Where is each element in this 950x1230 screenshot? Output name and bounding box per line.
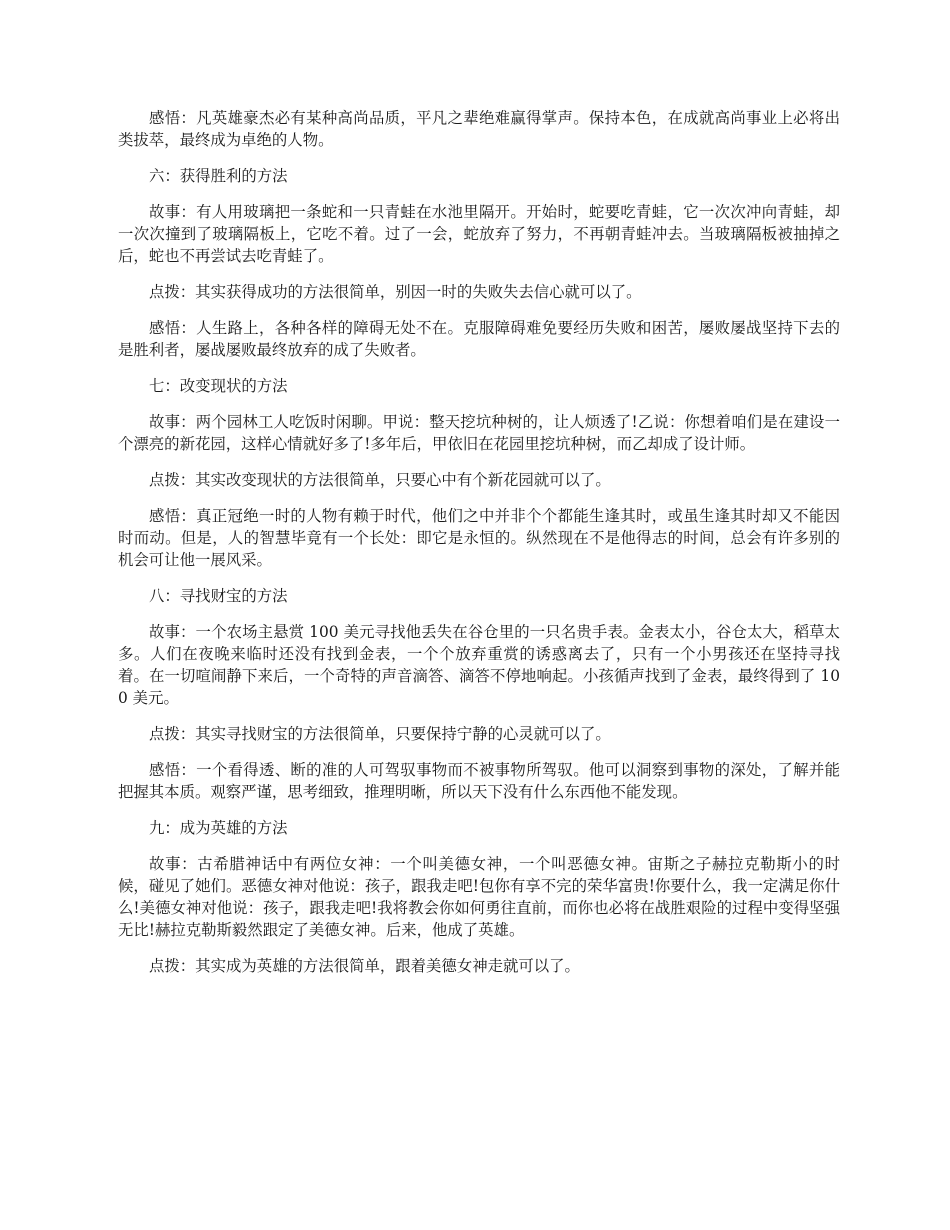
paragraph-pointer: 点拨：其实寻找财宝的方法很简单，只要保持宁静的心灵就可以了。: [149, 725, 611, 743]
paragraph-insight: 感悟：人生路上，各种各样的障碍无处不在。克服障碍难免要经历失败和困苦，屡败屡战坚持下去的是胜利者，屡战屡败最终放弃的成了失败者。: [118, 319, 840, 359]
paragraph-story: 故事：有人用玻璃把一条蛇和一只青蛙在水池里隔开。开始时，蛇要吃青蛙，它一次次冲向青蛙，却一次次撞到了玻璃隔板上，它吃不着。过了一会，蛇放弃了努力，不再朝青蛙冲去。当玻璃隔板被抽掉之后，蛇也不再尝试去吃青蛙了。: [118, 203, 840, 265]
paragraph-pointer: 点拨：其实成为英雄的方法很简单，跟着美德女神走就可以了。: [149, 957, 580, 975]
paragraph-story: 故事：两个园林工人吃饭时闲聊。甲说：整天挖坑种树的，让人烦透了!乙说：你想着咱们是在建设一个漂亮的新花园，这样心情就好多了!多年后，甲依旧在花园里挖坑种树，而乙却成了设计师。: [118, 413, 840, 453]
section-heading-7: 七：改变现状的方法: [149, 377, 288, 395]
section-heading-8: 八：寻找财宝的方法: [149, 587, 288, 605]
document-body: [118, 107, 840, 991]
section-heading-9: 九：成为英雄的方法: [149, 819, 288, 837]
paragraph-insight: 感悟：真正冠绝一时的人物有赖于时代，他们之中并非个个都能生逢其时，或虽生逢其时却又不能因时而动。但是，人的智慧毕竟有一个长处：即它是永恒的。纵然现在不是他得志的时间，总会有许多别的机会可让他一展风采。: [118, 507, 840, 569]
paragraph-pointer: 点拨：其实改变现状的方法很简单，只要心中有个新花园就可以了。: [149, 471, 611, 489]
paragraph-story: 故事：一个农场主悬赏 100 美元寻找他丢失在谷仓里的一只名贵手表。金表太小，谷仓太大，稻草太多。人们在夜晚来临时还没有找到金表，一个个放弃重赏的诱惑离去了，只有一个小男孩还在坚持寻找着。在一切喧闹静下来后，一个奇特的声音滴答、滴答不停地响起。小孩循声找到了金表，最终得到了 100 美元。: [118, 623, 840, 707]
paragraph-insight: 感悟：凡英雄豪杰必有某种高尚品质，平凡之辈绝难赢得掌声。保持本色，在成就高尚事业上必将出类拔萃，最终成为卓绝的人物。: [118, 109, 840, 149]
paragraph-pointer: 点拨：其实获得成功的方法很简单，别因一时的失败失去信心就可以了。: [149, 283, 642, 301]
paragraph-insight: 感悟：一个看得透、断的准的人可驾驭事物而不被事物所驾驭。他可以洞察到事物的深处，了解并能把握其本质。观察严谨，思考细致，推理明晰，所以天下没有什么东西他不能发现。: [118, 761, 840, 801]
paragraph-story: 故事：古希腊神话中有两位女神：一个叫美德女神，一个叫恶德女神。宙斯之子赫拉克勒斯小的时候，碰见了她们。恶德女神对他说：孩子，跟我走吧!包你有享不完的荣华富贵!你要什么，我一定满足你什么!美德女神对他说：孩子，跟我走吧!我将教会你如何勇往直前，而你也必将在战胜艰险的过程中变得坚强无比!赫拉克勒斯毅然跟定了美德女神。后来，他成了英雄。: [118, 855, 840, 939]
section-heading-6: 六：获得胜利的方法: [149, 167, 288, 185]
